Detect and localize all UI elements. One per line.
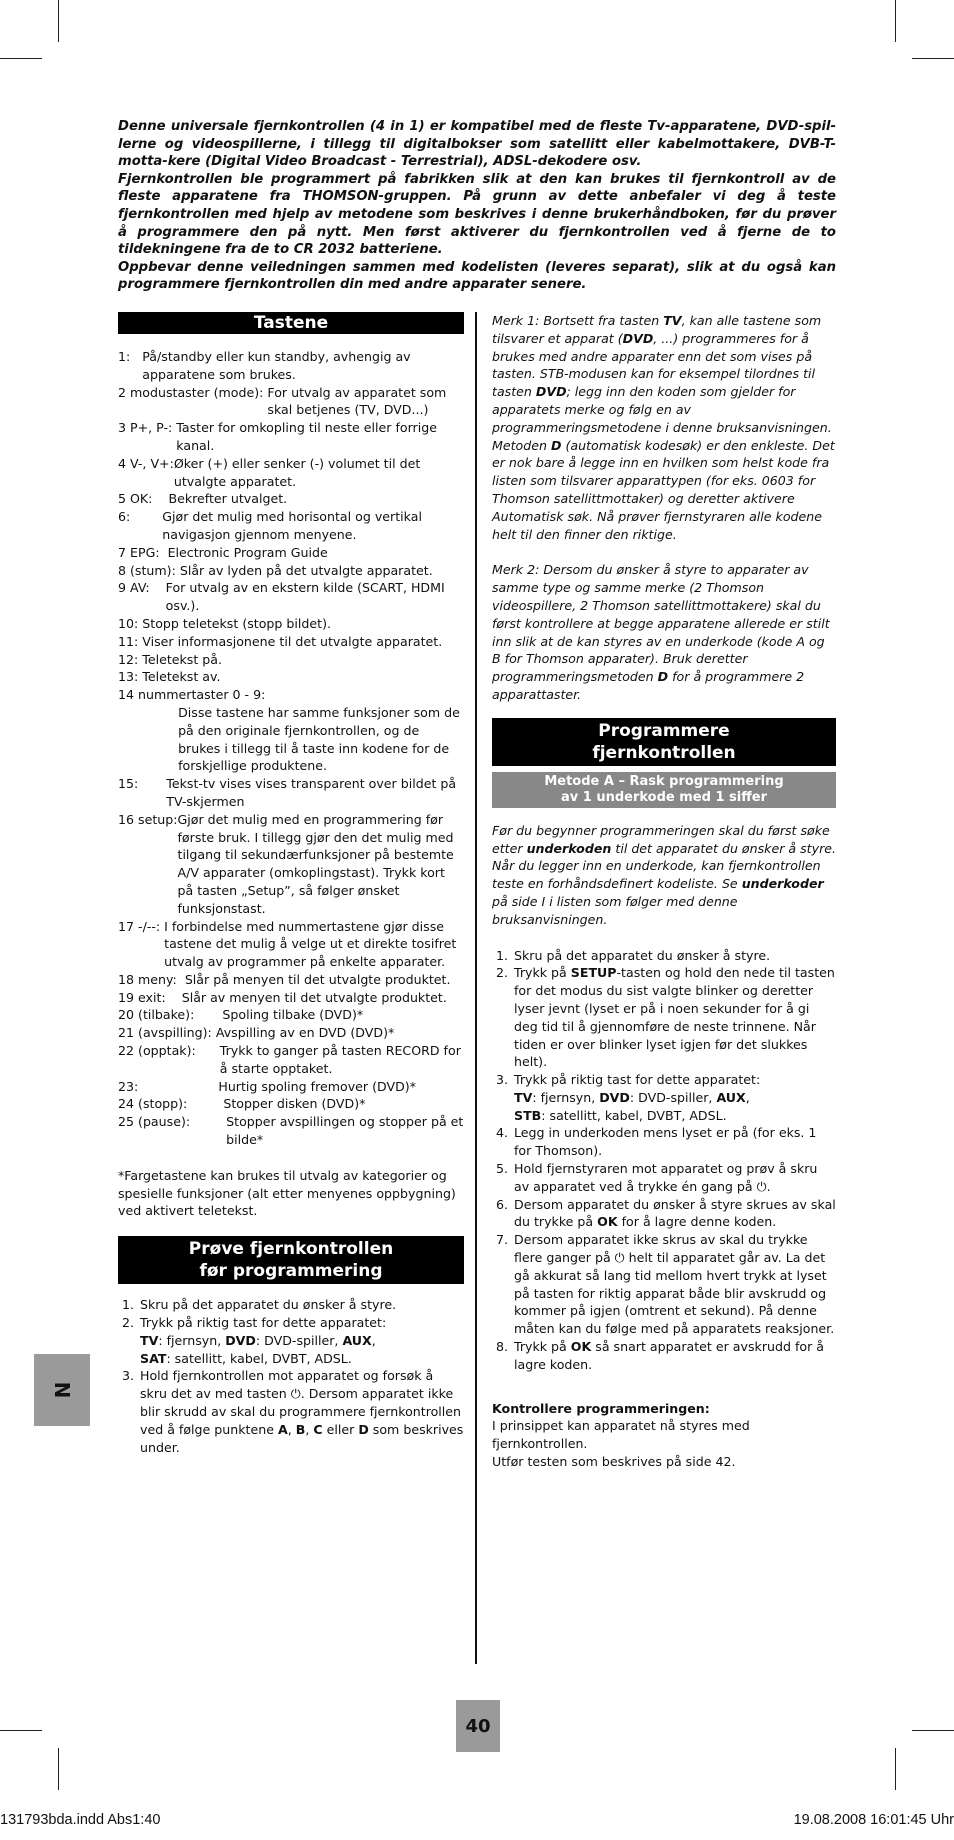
key-label <box>118 704 178 775</box>
section-header-line: Prøve fjernkontrollen <box>188 1239 394 1260</box>
key-item <box>118 668 464 686</box>
section-header-line: Programmere <box>598 720 730 741</box>
prove-steps <box>118 1296 464 1456</box>
key-label: 7 EPG: <box>118 544 168 560</box>
key-item <box>118 1024 464 1042</box>
key-label: 18 meny: <box>118 971 185 987</box>
key-item <box>118 1113 464 1149</box>
key-item <box>118 579 464 615</box>
key-item <box>118 508 464 544</box>
key-description: På/standby eller kun standby, avhengig av apparatene som brukes. <box>142 349 411 382</box>
crop-mark <box>895 0 896 42</box>
key-description: Disse tastene har samme funksjoner som de på den originale fjernkontrollen, og de brukes i tillegg til å taste inn kodene for de forskjellige produktene. <box>178 704 460 774</box>
key-label: 5 OK: <box>118 491 169 507</box>
language-tab <box>34 1354 90 1426</box>
key-label: 21 (avspilling): <box>118 1025 216 1041</box>
crop-mark <box>58 1748 59 1790</box>
key-item <box>118 775 464 811</box>
key-label: 8 (stum): <box>118 562 180 578</box>
key-label: 24 (stopp): <box>118 1096 224 1112</box>
list-item: 8. Trykk på OK så snart apparatet er avskrudd for å lagre koden. <box>512 1338 836 1374</box>
key-description: For utvalg av en ekstern kilde (SCART, HDMI osv.). <box>165 580 445 614</box>
section-header-prove <box>118 1236 464 1284</box>
key-description: Spoling tilbake (DVD)* <box>222 1007 364 1023</box>
subsection-header-metode-a: Metode A – Rask programmering av 1 underkode med 1 siffer <box>492 772 836 808</box>
key-description: Gjør det mulig med en programmering før første bruk. I tillegg gjør den det mulig med tilgang til sekundærfunksjoner på bestemte A/V apparater (omkoplingstast). Trykk kort på tasten „Setup”, så følger ønsket funksjonstast. <box>177 811 454 916</box>
key-item <box>118 1095 464 1113</box>
key-description: 10: Stopp teletekst (stopp bildet). <box>118 615 332 631</box>
crop-mark <box>895 1748 896 1790</box>
key-label: 20 (tilbake): <box>118 1007 223 1023</box>
power-icon: ⏻ <box>614 1250 625 1266</box>
key-description: Gjør det mulig med horisontal og vertikal navigasjon gjennom menyene. <box>162 509 422 542</box>
key-description: Avspilling av en DVD (DVD)* <box>215 1025 395 1041</box>
key-label: 9 AV: <box>118 580 166 596</box>
key-item <box>118 384 464 420</box>
crop-mark <box>0 58 42 59</box>
key-item <box>118 918 464 971</box>
key-label: 4 V-, V+: <box>118 455 174 471</box>
key-label: 22 (opptak): <box>118 1043 220 1059</box>
key-item <box>118 615 464 633</box>
right-column <box>492 312 836 1471</box>
key-description: Hurtig spoling fremover (DVD)* <box>218 1078 416 1094</box>
key-label: 17 -/--: <box>118 918 165 934</box>
key-item <box>118 989 464 1007</box>
power-icon: ⏻ <box>290 1386 301 1402</box>
key-description: Slår av lyden på det utvalgte apparatet. <box>179 562 433 578</box>
key-label: 2 modustaster (mode): <box>118 384 268 400</box>
intro-paragraph: Fjernkontrollen ble programmert på fabrikken slik at den kan brukes til fjernkontroll av de fleste apparatene fra THOMSON-gruppen. På grunn av dette anbefaler vi deg å teste fjernkontrollen med hjelp av metodene som beskrives i denne brukerhåndboken, før du prøver å programmere den på nytt. Men først aktiverer du fjernkontrollen ved å fjerne de to tildekningene fra de to CR 2032 batteriene. <box>118 171 836 258</box>
key-label: 16 setup: <box>118 811 178 827</box>
list-item: 7. Dersom apparatet ikke skrus av skal du trykke flere ganger på ⏻ helt til apparatet går av. La det gå akkurat så lang tid mellom hvert trykk at lyset på tasten for riktig apparat både blir avskrudd og kommer på igjen (omtrent et sekund). På denne måten kan du følge med på apparatets reaksjoner. <box>512 1231 836 1338</box>
key-item <box>118 686 464 704</box>
section-header-programmere <box>492 718 836 766</box>
list-item: 2. Trykk på riktig tast for dette apparatet: TV: fjernsyn, DVD: DVD-spiller, AUX, SAT: satellitt, kabel, DVBT, ADSL. <box>138 1314 464 1367</box>
key-description: Electronic Program Guide <box>167 544 328 560</box>
key-item <box>118 562 464 580</box>
key-description: Stopper avspillingen og stopper på et bilde* <box>226 1114 464 1148</box>
key-description: Slår på menyen til det utvalgte produktet. <box>184 971 451 987</box>
key-description: Stopper disken (DVD)* <box>223 1096 366 1112</box>
key-item <box>118 633 464 651</box>
language-tab-label: N <box>50 1381 74 1399</box>
key-description: Slår av menyen til det utvalgte produktet. <box>181 989 447 1005</box>
key-item <box>118 1006 464 1024</box>
key-item <box>118 348 464 384</box>
key-description: For utvalg av apparatet som skal betjenes (TV, DVD...) <box>267 384 447 418</box>
list-item: 3. Hold fjernkontrollen mot apparatet og forsøk å skru det av med tasten ⏻. Dersom apparatet ikke blir skrudd av skal du programmere fjernkontrollen ved å følge punktene A, B, C eller D som beskrives under. <box>138 1367 464 1456</box>
crop-mark <box>912 58 954 59</box>
key-description: 14 nummertaster 0 - 9: <box>118 687 266 703</box>
section-header-line: før programmering <box>199 1261 383 1282</box>
key-description: Tekst-tv vises vises transparent over bildet på TV-skjermen <box>166 776 457 809</box>
intro-paragraph: Denne universale fjernkontrollen (4 in 1) er kompatibel med de fleste Tv-apparatene, DVD-spil-lerne og videospillerne, i tillegg til digitalbokser som satellitt eller kabelmottakere, DVB-T-motta-kere (Digital Video Broadcast - Terrestrial), ADSL-dekodere osv. <box>118 119 836 170</box>
slug-left: 131793bda.indd Abs1:40 <box>0 1812 161 1828</box>
key-description: 12: Teletekst på. <box>118 651 223 667</box>
key-item <box>118 1078 464 1096</box>
keys-list <box>118 348 464 1149</box>
kontroll-text: Utfør testen som beskrives på side 42. <box>492 1454 736 1470</box>
key-item <box>118 455 464 491</box>
key-description: 11: Viser informasjonene til det utvalgte apparatet. <box>118 633 443 649</box>
list-item: 5. Hold fjernstyraren mot apparatet og prøv å skru av apparatet ved å trykke én gang på ⏻. <box>512 1160 836 1196</box>
key-label: 3 P+, P-: <box>118 420 177 436</box>
key-item <box>118 1042 464 1078</box>
key-item <box>118 490 464 508</box>
key-item <box>118 544 464 562</box>
crop-mark <box>912 1730 954 1731</box>
key-item <box>118 811 464 918</box>
slug-right: 19.08.2008 16:01:45 Uhr <box>793 1812 954 1828</box>
page-number: 40 <box>456 1700 500 1752</box>
list-item: 3. Trykk på riktig tast for dette apparatet: TV: fjernsyn, DVD: DVD-spiller, AUX, STB: satellitt, kabel, DVBT, ADSL. <box>512 1071 836 1124</box>
list-item: 1. Skru på det apparatet du ønsker å styre. <box>512 947 836 965</box>
key-description: 13: Teletekst av. <box>118 669 221 685</box>
list-item: 2. Trykk på SETUP-tasten og hold den nede til tasten for det modus du sist valgte blinker og deretter lyser jevnt (lyset er på i noen sekunder for å gi deg tid til å gjennomføre de neste trinnene. Når tiden er over blinker lyset igjen før det slukkes helt). <box>512 964 836 1071</box>
key-description: Taster for omkopling til neste eller forrige kanal. <box>176 420 437 453</box>
method-intro: Før du begynner programmeringen skal du først søke etter underkoden til det apparatet du ønsker å styre. Når du legger inn en underkode, kan fjernkontrollen teste en forhåndsdefinert kodeliste. Se underkoder på side I i listen som følger med denne bruksanvisningen. <box>492 822 836 927</box>
key-label: 25 (pause): <box>118 1114 227 1130</box>
key-item <box>118 651 464 669</box>
key-description: Trykk to ganger på tasten RECORD for å starte opptaket. <box>219 1043 461 1076</box>
kontroll-title: Kontrollere programmeringen: <box>492 1400 710 1416</box>
footnote: *Fargetastene kan brukes til utvalg av kategorier og spesielle funksjoner (alt etter menyenes oppbygning) ved aktivert teletekst. <box>118 1167 456 1219</box>
key-description: I forbindelse med nummertastene gjør disse tastene det mulig å velge ut et direkte tosifret utvalg av programmer på enkelte apparater. <box>164 918 457 970</box>
key-label: 19 exit: <box>118 989 182 1005</box>
program-steps <box>492 947 836 1374</box>
note-1: Merk 1: Bortsett fra tasten TV, kan alle tastene som tilsvarer et apparat (DVD, ...) programmeres for å brukes med andre apparater enn det som vises på tasten. STB-modusen kan for eksempel tilordnes til tasten DVD; legg inn den koden som gjelder for apparatets merke og følg en av programmeringsmetodene i denne bruksanvisningen. Metoden D (automatisk kodesøk) er den enkleste. Det er nok bare å legge inn en hvilken som helst kode fra listen som tilsvarer apparattypen (for eks. 0603 for Thomson satellittmottaker) og deretter aktivere Automatisk søk. Nå prøver fjernstyraren alle kodene helt til den finner den riktige. <box>492 313 835 542</box>
power-icon: ⏻ <box>756 1178 767 1194</box>
list-item: 1. Skru på det apparatet du ønsker å styre. <box>138 1296 464 1314</box>
key-item <box>118 419 464 455</box>
key-label: 23: <box>118 1078 219 1094</box>
key-description: Bekrefter utvalget. <box>168 491 288 507</box>
key-label: 1: <box>118 349 143 364</box>
section-header-line: fjernkontrollen <box>592 742 736 763</box>
key-item <box>118 704 464 775</box>
crop-mark <box>58 0 59 42</box>
key-description: Øker (+) eller senker (-) volumet til det utvalgte apparatet. <box>173 455 421 489</box>
column-divider <box>475 312 477 1664</box>
note-2: Merk 2: Dersom du ønsker å styre to apparater av samme type og samme merke (2 Thomson videospillere, 2 Thomson satellittmottakere) skal du først kontrollere at begge apparatene allerede er stilt inn slik at de kan styres av en underkode (kode A og B for Thomson apparater). Bruk deretter programmeringsmetoden D for å programmere 2 apparattaster. <box>492 562 830 702</box>
list-item: 6. Dersom apparatet du ønsker å styre skrues av skal du trykke på OK for å lagre denne koden. <box>512 1196 836 1232</box>
key-label: 15: <box>118 776 167 792</box>
left-column <box>118 312 464 1456</box>
crop-mark <box>0 1730 42 1731</box>
section-header-tastene: Tastene <box>118 312 464 334</box>
intro-paragraph: Oppbevar denne veiledningen sammen med kodelisten (leveres separat), slik at du også kan programmere fjernkontrollen din med andre apparater senere. <box>118 259 836 293</box>
key-label: 6: <box>118 509 163 525</box>
list-item: 4. Legg in underkoden mens lyset er på (for eks. 1 for Thomson). <box>512 1124 836 1160</box>
intro-text <box>118 118 836 294</box>
kontroll-text: I prinsippet kan apparatet nå styres med fjernkontrollen. <box>492 1418 750 1452</box>
key-item <box>118 971 464 989</box>
